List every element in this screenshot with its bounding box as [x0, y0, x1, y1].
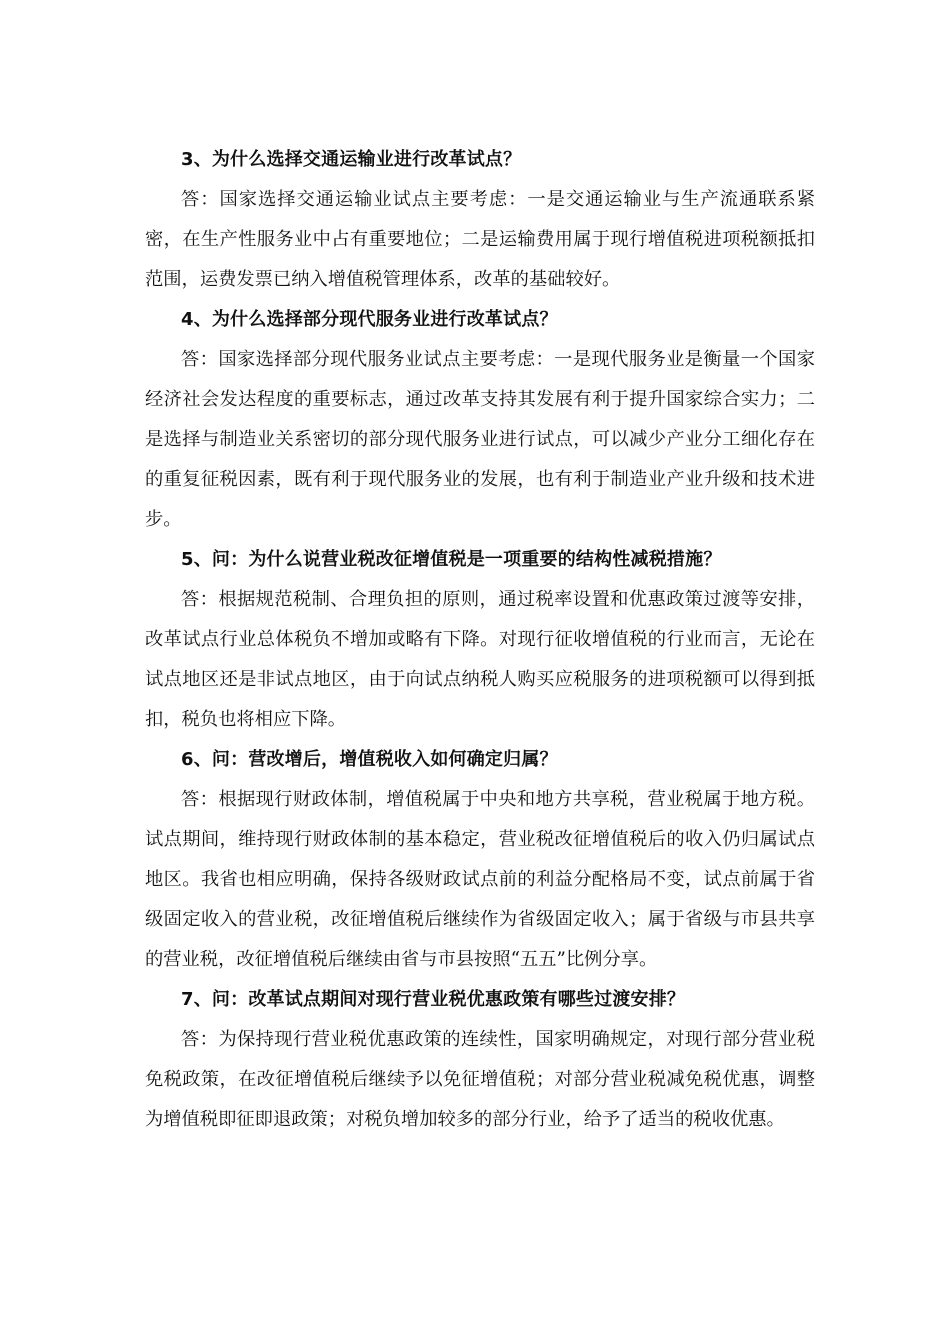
answer-paragraph: 答：根据规范税制、合理负担的原则，通过税率设置和优惠政策过渡等安排，改革试点行业总体税负不增加或略有下降。对现行征收增值税的行业而言，无论在试点地区还是非试点地区，由于向试点纳税人购买应税服务的进项税额可以得到抵扣，税负也将相应下降。: [145, 589, 815, 730]
answer-paragraph: 答：国家选择交通运输业试点主要考虑：一是交通运输业与生产流通联系紧密，在生产性服务业中占有重要地位；二是运输费用属于现行增值税进项税额抵扣范围，运费发票已纳入增值税管理体系，改革的基础较好。: [145, 189, 815, 290]
qa-section-3: [145, 140, 815, 300]
question-heading: 7、问：改革试点期间对现行营业税优惠政策有哪些过渡安排？: [181, 989, 686, 1010]
qa-section-6: [145, 740, 815, 980]
document-body: [145, 140, 815, 1140]
qa-section-4: [145, 300, 815, 540]
qa-section-7: [145, 980, 815, 1140]
answer-paragraph: 答：为保持现行营业税优惠政策的连续性，国家明确规定，对现行部分营业税免税政策，在改征增值税后继续予以免征增值税；对部分营业税减免税优惠，调整为增值税即征即退政策；对税负增加较多的部分行业，给予了适当的税收优惠。: [145, 1029, 815, 1130]
question-heading: 3、为什么选择交通运输业进行改革试点？: [181, 149, 522, 170]
question-heading: 4、为什么选择部分现代服务业进行改革试点？: [181, 309, 558, 330]
question-heading: 5、问：为什么说营业税改征增值税是一项重要的结构性减税措施？: [181, 549, 722, 570]
answer-paragraph: 答：根据现行财政体制，增值税属于中央和地方共享税，营业税属于地方税。试点期间，维持现行财政体制的基本稳定，营业税改征增值税后的收入仍归属试点地区。我省也相应明确，保持各级财政试点前的利益分配格局不变，试点前属于省级固定收入的营业税，改征增值税后继续作为省级固定收入；属于省级与市县共享的营业税，改征增值税后继续由省与市县按照“五五”比例分享。: [145, 789, 815, 970]
answer-paragraph: 答：国家选择部分现代服务业试点主要考虑：一是现代服务业是衡量一个国家经济社会发达程度的重要标志，通过改革支持其发展有利于提升国家综合实力；二是选择与制造业关系密切的部分现代服务业进行试点，可以减少产业分工细化存在的重复征税因素，既有利于现代服务业的发展，也有利于制造业产业升级和技术进步。: [145, 349, 815, 530]
qa-section-5: [145, 540, 815, 740]
question-heading: 6、问：营改增后，增值税收入如何确定归属？: [181, 749, 558, 770]
